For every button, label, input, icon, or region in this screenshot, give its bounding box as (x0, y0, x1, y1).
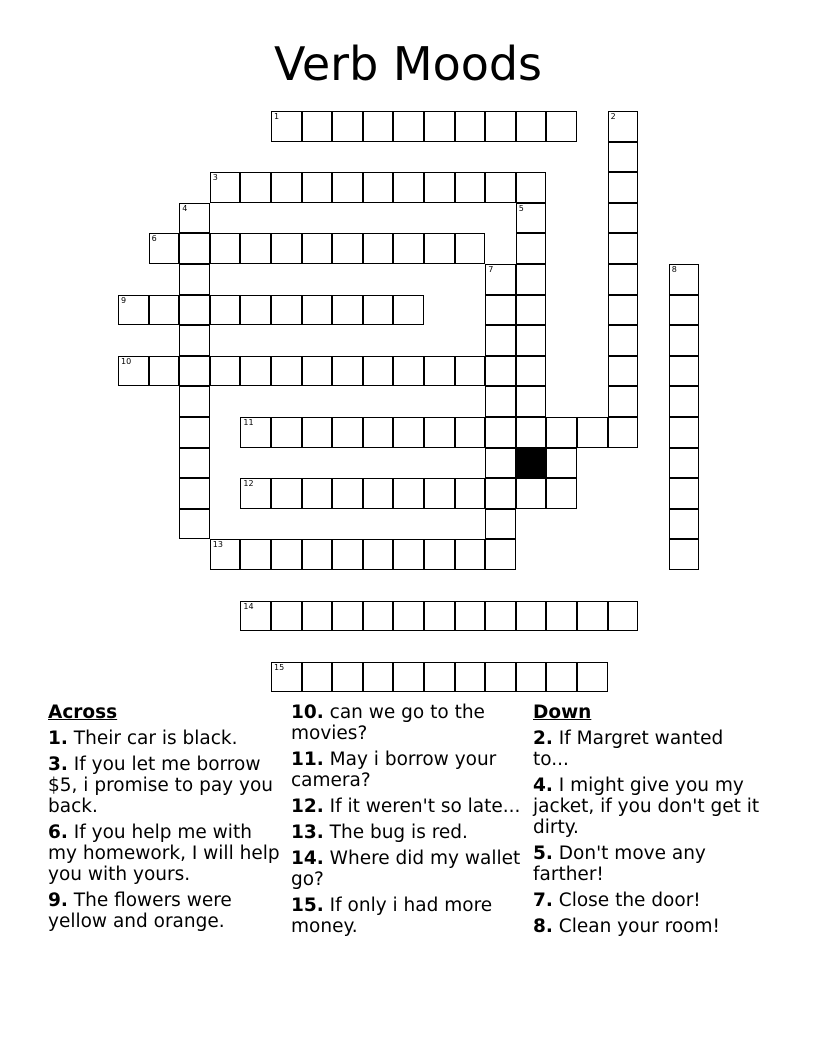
grid-cell[interactable] (485, 417, 516, 448)
clue-item-number: 1. (48, 728, 68, 749)
grid-cell[interactable] (669, 448, 700, 479)
grid-cell[interactable] (332, 662, 363, 693)
grid-cell[interactable] (455, 417, 486, 448)
grid-cell[interactable] (424, 172, 455, 203)
grid-cell[interactable] (240, 539, 271, 570)
grid-cell[interactable] (577, 662, 608, 693)
clue-item (533, 890, 763, 911)
grid-cell[interactable] (608, 386, 639, 417)
grid-cell[interactable] (332, 417, 363, 448)
grid-cell[interactable] (455, 172, 486, 203)
clue-item-number: 11. (291, 749, 324, 770)
grid-cell[interactable] (577, 417, 608, 448)
grid-cell[interactable] (455, 662, 486, 693)
clue-item-text: Clean your room! (558, 916, 720, 937)
grid-cell[interactable] (179, 386, 210, 417)
grid-cell[interactable] (516, 295, 547, 326)
grid-cell[interactable] (332, 295, 363, 326)
grid-cell[interactable] (179, 203, 210, 234)
grid-cell[interactable] (179, 478, 210, 509)
grid-cell[interactable] (393, 356, 424, 387)
grid-cell[interactable] (455, 233, 486, 264)
clues-column-3 (533, 702, 763, 942)
clue-number: 5 (518, 203, 524, 213)
grid-cell[interactable] (332, 539, 363, 570)
clue-number: 4 (182, 203, 188, 213)
grid-cell[interactable] (546, 111, 577, 142)
grid-cell[interactable] (516, 203, 547, 234)
clue-item-number: 14. (291, 848, 324, 869)
grid-cell[interactable] (424, 111, 455, 142)
down-heading: Down (533, 702, 592, 723)
grid-cell[interactable] (271, 233, 302, 264)
grid-cell[interactable] (302, 356, 333, 387)
clue-item (48, 890, 286, 932)
clue-number: 8 (671, 265, 677, 274)
clue-item-number: 7. (533, 890, 553, 911)
grid-cell[interactable] (485, 111, 516, 142)
grid-cell[interactable] (118, 295, 149, 326)
grid-cell[interactable] (669, 356, 700, 387)
grid-cell[interactable] (669, 509, 700, 540)
grid-cell[interactable] (455, 478, 486, 509)
grid-cell[interactable] (516, 386, 547, 417)
clue-item-text: Where did my wallet go? (291, 848, 521, 890)
grid-cell[interactable] (393, 417, 424, 448)
grid-cell[interactable] (516, 264, 547, 295)
grid-cell[interactable] (179, 448, 210, 479)
grid-cell[interactable] (516, 111, 547, 142)
clue-number: 15 (274, 662, 285, 672)
grid-cell[interactable] (485, 509, 516, 540)
clue-item-text: If it weren't so late... (329, 796, 521, 817)
clue-item (533, 916, 763, 937)
grid-cell[interactable] (179, 233, 210, 264)
clue-number: 14 (243, 601, 254, 611)
clue-item-text: The bug is red. (329, 822, 468, 843)
grid-cell[interactable] (302, 417, 333, 448)
grid-cell[interactable] (485, 386, 516, 417)
clue-list-2 (291, 702, 529, 937)
grid-cell[interactable] (485, 295, 516, 326)
grid-cell[interactable] (608, 264, 639, 295)
grid-cell[interactable] (424, 601, 455, 632)
grid-cell[interactable] (393, 172, 424, 203)
grid-cell[interactable] (179, 264, 210, 295)
grid-cell[interactable] (485, 662, 516, 693)
grid-cell[interactable] (332, 233, 363, 264)
clue-number: 10 (121, 356, 132, 366)
clue-number: 12 (243, 479, 254, 489)
grid-cell[interactable] (393, 539, 424, 570)
puzzle-title: Verb Moods (273, 37, 543, 91)
grid-cell[interactable] (546, 601, 577, 632)
grid-cell[interactable] (271, 601, 302, 632)
clue-number: 1 (274, 112, 280, 121)
clue-item (533, 728, 763, 770)
grid-cell[interactable] (516, 172, 547, 203)
grid-cell[interactable] (240, 233, 271, 264)
clue-item (533, 843, 763, 885)
grid-cell[interactable] (210, 172, 241, 203)
grid-cell[interactable] (393, 601, 424, 632)
grid-cell[interactable] (516, 417, 547, 448)
grid-cell[interactable] (546, 448, 577, 479)
grid-cell[interactable] (485, 478, 516, 509)
clue-item-number: 9. (48, 890, 68, 911)
grid-cell[interactable] (363, 478, 394, 509)
grid-cell[interactable] (485, 356, 516, 387)
grid-cell[interactable] (393, 662, 424, 693)
grid-cell[interactable] (240, 172, 271, 203)
grid-cell[interactable] (393, 233, 424, 264)
grid-cell[interactable] (271, 172, 302, 203)
grid-cell[interactable] (608, 601, 639, 632)
clue-item-number: 3. (48, 754, 68, 775)
clue-item-number: 2. (533, 728, 553, 749)
grid-cell[interactable] (240, 417, 271, 448)
clue-item-text: May i borrow your camera? (291, 749, 497, 791)
grid-cell[interactable] (210, 356, 241, 387)
grid-cell[interactable] (485, 539, 516, 570)
clue-item-text: If you let me borrow $5, i promise to pay you back. (48, 754, 273, 817)
grid-cell[interactable] (485, 448, 516, 479)
grid-cell[interactable] (608, 295, 639, 326)
clue-item-text: Their car is black. (73, 728, 238, 749)
clue-item (291, 895, 529, 937)
grid-cell[interactable] (516, 356, 547, 387)
grid-cell[interactable] (516, 478, 547, 509)
grid-cell[interactable] (271, 111, 302, 142)
grid-cell[interactable] (516, 662, 547, 693)
grid-cell[interactable] (393, 111, 424, 142)
grid-cell[interactable] (424, 233, 455, 264)
clue-number: 7 (488, 265, 494, 274)
grid-cell[interactable] (455, 356, 486, 387)
clue-item-text: If only i had more money. (291, 895, 493, 937)
clue-number: 3 (212, 173, 218, 183)
clue-list-3 (533, 728, 763, 937)
grid-cell[interactable] (669, 325, 700, 356)
grid-cell[interactable] (669, 386, 700, 417)
grid-cell[interactable] (546, 662, 577, 693)
grid-cell[interactable] (424, 356, 455, 387)
grid-cell[interactable] (577, 601, 608, 632)
clue-item (291, 749, 529, 791)
grid-cell[interactable] (149, 295, 180, 326)
grid-cell[interactable] (669, 417, 700, 448)
clue-item-number: 4. (533, 775, 553, 796)
grid-cell[interactable] (455, 111, 486, 142)
grid-cell[interactable] (149, 233, 180, 264)
clue-item-text: If you help me with my homework, I will help you with yours. (48, 822, 280, 885)
clue-number: 9 (121, 295, 127, 305)
grid-cell[interactable] (608, 172, 639, 203)
grid-cell[interactable] (210, 539, 241, 570)
grid-cell[interactable] (516, 325, 547, 356)
grid-cell[interactable] (179, 417, 210, 448)
grid-cell[interactable] (669, 295, 700, 326)
grid-cell[interactable] (608, 417, 639, 448)
grid-cell[interactable] (332, 356, 363, 387)
grid-cell[interactable] (608, 233, 639, 264)
grid-cell[interactable] (302, 295, 333, 326)
grid-cell[interactable] (302, 478, 333, 509)
grid-cell[interactable] (332, 601, 363, 632)
grid-cell[interactable] (210, 295, 241, 326)
grid-cell[interactable] (271, 478, 302, 509)
grid-cell[interactable] (332, 111, 363, 142)
clue-number: 13 (212, 540, 223, 550)
clue-item-text: I might give you my jacket, if you don't get it dirty. (533, 775, 760, 838)
clue-number: 11 (243, 418, 254, 427)
clue-item-number: 15. (291, 895, 324, 916)
grid-cell[interactable] (608, 111, 639, 142)
grid-cell[interactable] (332, 478, 363, 509)
grid-cell[interactable] (271, 356, 302, 387)
grid-cell[interactable] (179, 509, 210, 540)
grid-cell[interactable] (271, 662, 302, 693)
clues-column-2 (291, 702, 529, 942)
clue-number: 2 (610, 112, 616, 121)
grid-cell[interactable] (271, 539, 302, 570)
grid-cell[interactable] (608, 325, 639, 356)
clue-item-number: 8. (533, 916, 553, 937)
grid-cell[interactable] (516, 233, 547, 264)
grid-cell[interactable] (363, 662, 394, 693)
clue-item (291, 796, 529, 817)
grid-cell[interactable] (302, 662, 333, 693)
clue-item (48, 822, 286, 885)
grid-cell[interactable] (332, 172, 363, 203)
grid-cell[interactable] (271, 295, 302, 326)
grid-cell[interactable] (302, 601, 333, 632)
clue-item (291, 702, 529, 744)
grid-cell[interactable] (302, 233, 333, 264)
grid-cell[interactable] (363, 233, 394, 264)
clue-item (48, 754, 286, 817)
grid-cell[interactable] (424, 662, 455, 693)
clue-item-text: can we go to the movies? (291, 702, 485, 744)
clue-item-text: Close the door! (558, 890, 701, 911)
grid-cell[interactable] (271, 417, 302, 448)
clue-item-number: 13. (291, 822, 324, 843)
grid-cell[interactable] (240, 601, 271, 632)
grid-cell[interactable] (302, 172, 333, 203)
grid-cell[interactable] (424, 539, 455, 570)
clue-item-text: The flowers were yellow and orange. (48, 890, 232, 932)
clues-column-1 (48, 702, 286, 937)
black-cell (516, 448, 547, 479)
grid-cell[interactable] (393, 295, 424, 326)
grid-cell[interactable] (363, 295, 394, 326)
grid-cell[interactable] (455, 539, 486, 570)
grid-cell[interactable] (546, 417, 577, 448)
grid-cell[interactable] (424, 478, 455, 509)
clue-item-number: 5. (533, 843, 553, 864)
grid-cell[interactable] (118, 356, 149, 387)
grid-cell[interactable] (424, 417, 455, 448)
clue-item (48, 728, 286, 749)
grid-cell[interactable] (363, 417, 394, 448)
grid-cell[interactable] (179, 356, 210, 387)
grid-cell[interactable] (240, 295, 271, 326)
clue-item (291, 848, 529, 890)
clue-item-number: 10. (291, 702, 324, 723)
grid-cell[interactable] (485, 264, 516, 295)
clue-list-1 (48, 728, 286, 932)
clue-item (291, 822, 529, 843)
grid-cell[interactable] (179, 295, 210, 326)
grid-cell[interactable] (485, 172, 516, 203)
clue-item-text: Don't move any farther! (533, 843, 706, 885)
grid-cell[interactable] (485, 601, 516, 632)
clue-number: 6 (151, 234, 157, 244)
clue-item-text: If Margret wanted to... (533, 728, 724, 770)
grid-cell[interactable] (240, 478, 271, 509)
grid-cell[interactable] (608, 142, 639, 173)
grid-cell[interactable] (149, 356, 180, 387)
grid-cell[interactable] (485, 325, 516, 356)
grid-cell[interactable] (363, 539, 394, 570)
grid-cell[interactable] (669, 478, 700, 509)
grid-cell[interactable] (240, 356, 271, 387)
grid-cell[interactable] (179, 325, 210, 356)
across-heading: Across (48, 702, 118, 723)
grid-cell[interactable] (393, 478, 424, 509)
grid-cell[interactable] (608, 203, 639, 234)
grid-cell[interactable] (608, 356, 639, 387)
grid-cell[interactable] (302, 111, 333, 142)
grid-cell[interactable] (363, 111, 394, 142)
grid-cell[interactable] (363, 172, 394, 203)
grid-cell[interactable] (669, 539, 700, 570)
clue-item-number: 6. (48, 822, 68, 843)
grid-cell[interactable] (210, 233, 241, 264)
grid-cell[interactable] (363, 356, 394, 387)
grid-cell[interactable] (516, 601, 547, 632)
grid-cell[interactable] (302, 539, 333, 570)
clue-item (533, 775, 763, 838)
grid-cell[interactable] (363, 601, 394, 632)
grid-cell[interactable] (455, 601, 486, 632)
grid-cell[interactable] (546, 478, 577, 509)
clue-item-number: 12. (291, 796, 324, 817)
grid-cell[interactable] (669, 264, 700, 295)
